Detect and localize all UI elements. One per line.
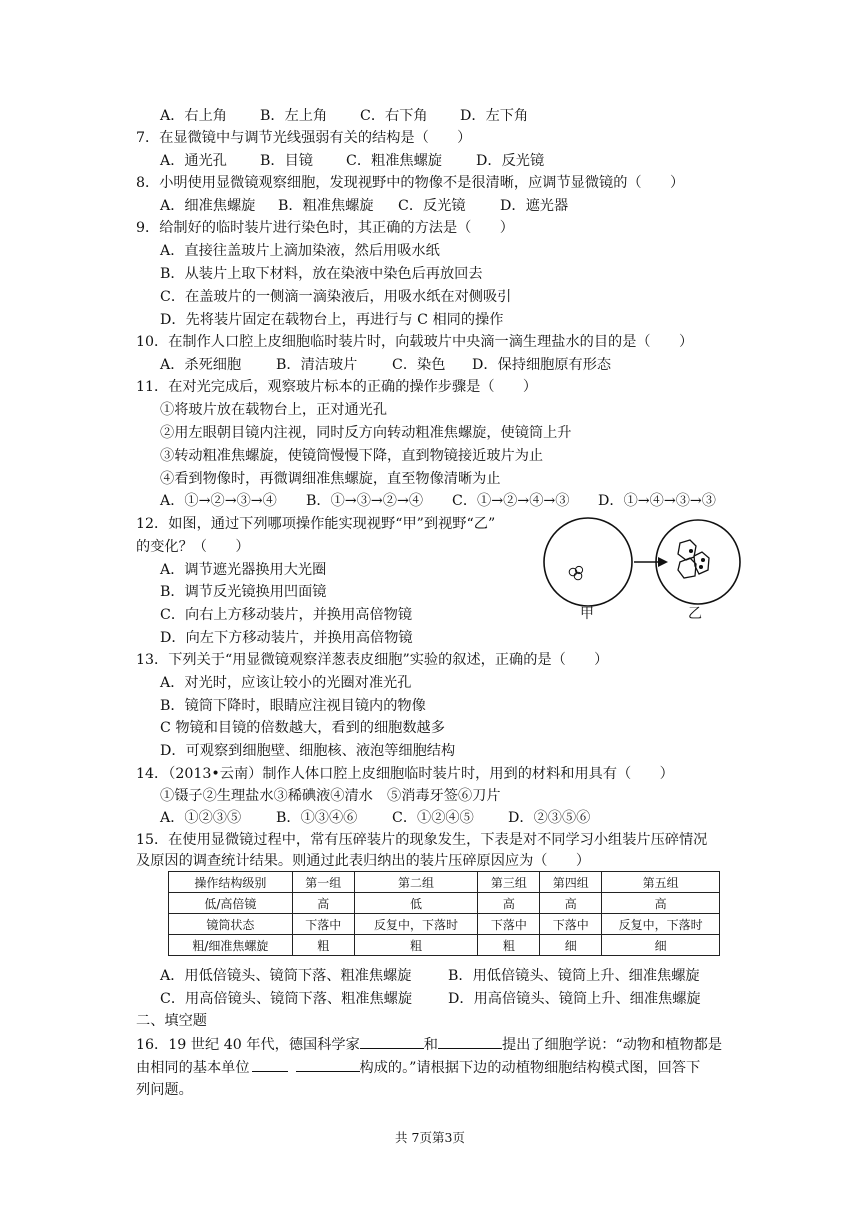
table-cell: 下落中 <box>292 914 354 935</box>
q13-stem: 13．下列关于“用显微镜观察洋葱表皮细胞”实验的叙述，正确的是（ ） <box>136 652 609 668</box>
table-row <box>169 893 720 914</box>
q16-text-1: 16．19 世纪 40 年代，德国科学家 <box>136 1037 360 1053</box>
q14-option-d: D．②③⑤⑥ <box>508 810 591 826</box>
table-cell: 高 <box>292 893 354 914</box>
figure-label-jia: 甲 <box>580 606 594 622</box>
q8-option-a: A．细准焦螺旋 <box>160 198 256 214</box>
q10-option-b: B．清洁玻片 <box>276 357 358 373</box>
table-cell: 粗 <box>292 935 354 956</box>
q14-option-b: B．①③④⑥ <box>276 810 358 826</box>
q9-option-c: C．在盖玻片的一侧滴一滴染液后，用吸水纸在对侧吸引 <box>160 289 512 305</box>
table-row <box>169 935 720 956</box>
q8-option-b: B．粗准焦螺旋 <box>278 198 374 214</box>
q9-option-a: A．直接往盖玻片上滴加染液，然后用吸水纸 <box>160 243 440 259</box>
field-yi-cells <box>678 540 709 578</box>
q16-text-2: 和 <box>423 1037 438 1053</box>
q10-option-d: D．保持细胞原有形态 <box>472 357 612 373</box>
q16-line3: 列问题。 <box>136 1082 193 1098</box>
section-fill-in-heading: 二、填空题 <box>136 1013 207 1029</box>
q6-options <box>160 106 528 126</box>
table-row <box>169 914 720 935</box>
q11-step-2: ②用左眼朝目镜内注视，同时反方向转动粗准焦螺旋，使镜筒上升 <box>160 425 572 441</box>
q7-options <box>160 151 544 171</box>
q8-stem: 8．小明使用显微镜观察细胞，发现视野中的物像不是很清晰，应调节显微镜的（ ） <box>136 175 685 191</box>
q11-step-4: ④看到物像时，再微调细准焦螺旋，直至物像清晰为止 <box>160 471 501 487</box>
q7-option-a: A．通光孔 <box>160 153 227 169</box>
table-cell: 高 <box>602 893 720 914</box>
q16-line2 <box>136 1057 700 1078</box>
q16-text-5: 构成的。”请根据下边的动植物细胞结构模式图，回答下 <box>359 1060 701 1076</box>
q13-option-a: A．对光时，应该让较小的光圈对准光孔 <box>160 675 412 691</box>
q10-stem: 10．在制作人口腔上皮细胞临时装片时，向载玻片中央滴一滴生理盐水的目的是（ ） <box>136 334 694 350</box>
q12-option-b: B．调节反光镜换用凹面镜 <box>160 584 327 600</box>
q12-option-a: A．调节遮光器换用大光圈 <box>160 562 327 578</box>
q12-microscope-field-figure <box>540 510 750 610</box>
table-header-cell: 第二组 <box>354 872 478 893</box>
q14-materials: ①镊子②生理盐水③稀碘液④清水 ⑤消毒牙签⑥刀片 <box>160 788 501 804</box>
table-header-cell: 第一组 <box>292 872 354 893</box>
table-header-cell: 第三组 <box>478 872 540 893</box>
q14-stem: 14．（2013•云南）制作人体口腔上皮细胞临时装片时，用到的材料和用具有（ ） <box>136 766 674 782</box>
q16-blank-3 <box>296 1057 360 1072</box>
page-footer: 共 7页第3页 <box>395 1130 465 1145</box>
q13-option-c: C 物镜和目镜的倍数越大，看到的细胞数越多 <box>160 720 445 736</box>
table-header-cell: 操作结构级别 <box>169 872 293 893</box>
table-cell: 反复中，下落时 <box>602 914 720 935</box>
q11-option-c: C．①→②→④→③ <box>452 493 570 509</box>
q15-option-c: C．用高倍镜头、镜筒下落、粗准焦螺旋 <box>160 991 413 1007</box>
q11-step-3: ③转动粗准焦螺旋，使镜筒慢慢下降，直到物镜接近玻片为止 <box>160 448 544 464</box>
figure-label-yi: 乙 <box>688 606 702 622</box>
table-cell: 细 <box>602 935 720 956</box>
table-cell: 低 <box>354 893 478 914</box>
table-cell: 细 <box>540 935 602 956</box>
q15-option-a: A．用低倍镜头、镜筒下落、粗准焦螺旋 <box>160 968 412 984</box>
table-cell: 低/高倍镜 <box>169 893 293 914</box>
q11-step-1: ①将玻片放在载物台上，正对通光孔 <box>160 402 388 418</box>
q16-dash <box>252 1062 288 1072</box>
q12-stem-line2: 的变化？（ ） <box>136 539 250 555</box>
q15-survey-table <box>168 871 720 956</box>
q6-option-c: C．右下角 <box>360 108 428 124</box>
arrow-head-icon <box>658 557 668 567</box>
q15-options-row2 <box>160 989 701 1009</box>
q10-options <box>160 355 611 375</box>
table-cell: 高 <box>478 893 540 914</box>
q15-option-d: D．用高倍镜头、镜筒上升、细准焦螺旋 <box>448 991 701 1007</box>
table-cell: 粗 <box>354 935 478 956</box>
q15-option-b: B．用低倍镜头、镜筒上升、细准焦螺旋 <box>448 968 700 984</box>
table-cell: 粗 <box>478 935 540 956</box>
q12-stem-line1: 12．如图，通过下列哪项操作能实现视野“甲”到视野“乙” <box>136 516 496 532</box>
q12-option-c: C．向右上方移动装片，并换用高倍物镜 <box>160 607 413 623</box>
q13-option-d: D．可观察到细胞壁、细胞核、液泡等细胞结构 <box>160 743 456 759</box>
q7-stem: 7．在显微镜中与调节光线强弱有关的结构是（ ） <box>136 130 472 146</box>
q8-options <box>160 196 568 216</box>
q7-option-c: C．粗准焦螺旋 <box>346 153 442 169</box>
q8-option-d: D．遮光器 <box>500 198 569 214</box>
q15-options-row1 <box>160 966 700 986</box>
q6-option-b: B．左上角 <box>260 108 328 124</box>
table-cell: 下落中 <box>478 914 540 935</box>
q9-stem: 9．给制好的临时装片进行染色时，其正确的方法是（ ） <box>136 220 514 236</box>
table-header-cell: 第四组 <box>540 872 602 893</box>
table-cell: 粗/细准焦螺旋 <box>169 935 293 956</box>
table-cell: 反复中，下落时 <box>354 914 478 935</box>
table-cell: 镜筒状态 <box>169 914 293 935</box>
q11-option-a: A．①→②→③→④ <box>160 493 277 509</box>
q13-option-b: B．镜筒下降时，眼睛应注视目镜内的物像 <box>160 698 426 714</box>
q8-option-c: C．反光镜 <box>398 198 466 214</box>
q16-line1 <box>136 1034 722 1055</box>
q16-text-4: 由相同的基本单位 <box>136 1060 250 1076</box>
q15-stem-line2: 及原因的调查统计结果。则通过此表归纳出的装片压碎原因应为（ ） <box>136 853 591 869</box>
q16-blank-1 <box>360 1034 424 1049</box>
q6-option-d: D．左下角 <box>460 108 529 124</box>
q14-option-a: A．①②③⑤ <box>160 810 242 826</box>
q11-stem: 11．在对光完成后，观察玻片标本的正确的操作步骤是（ ） <box>136 379 538 395</box>
q11-options <box>160 491 716 511</box>
q11-option-b: B．①→③→②→④ <box>306 493 424 509</box>
q15-stem-line1: 15．在使用显微镜过程中，常有压碎装片的现象发生，下表是对不同学习小组装片压碎情况 <box>136 832 708 848</box>
q9-option-d: D．先将装片固定在载物台上，再进行与 C 相同的操作 <box>160 312 504 328</box>
q7-option-b: B．目镜 <box>260 153 313 169</box>
table-header-cell: 第五组 <box>602 872 720 893</box>
q10-option-c: C．染色 <box>392 357 446 373</box>
q16-text-3: 提出了细胞学说：“动物和植物都是 <box>501 1037 723 1053</box>
q6-option-a: A．右上角 <box>160 108 227 124</box>
field-yi-circle <box>656 520 740 604</box>
field-jia-cells <box>569 566 582 579</box>
field-jia-circle <box>544 518 632 606</box>
q11-option-d: D．①→④→③→③ <box>598 493 716 509</box>
q16-blank-2 <box>438 1034 502 1049</box>
table-cell: 下落中 <box>540 914 602 935</box>
table-cell: 高 <box>540 893 602 914</box>
table-header-row <box>169 872 720 893</box>
q14-option-c: C．①②④⑤ <box>392 810 474 826</box>
q7-option-d: D．反光镜 <box>476 153 545 169</box>
q12-option-d: D．向左下方移动装片，并换用高倍物镜 <box>160 630 413 646</box>
q9-option-b: B．从装片上取下材料，放在染液中染色后再放回去 <box>160 266 483 282</box>
q14-options <box>160 808 590 828</box>
q10-option-a: A．杀死细胞 <box>160 357 242 373</box>
